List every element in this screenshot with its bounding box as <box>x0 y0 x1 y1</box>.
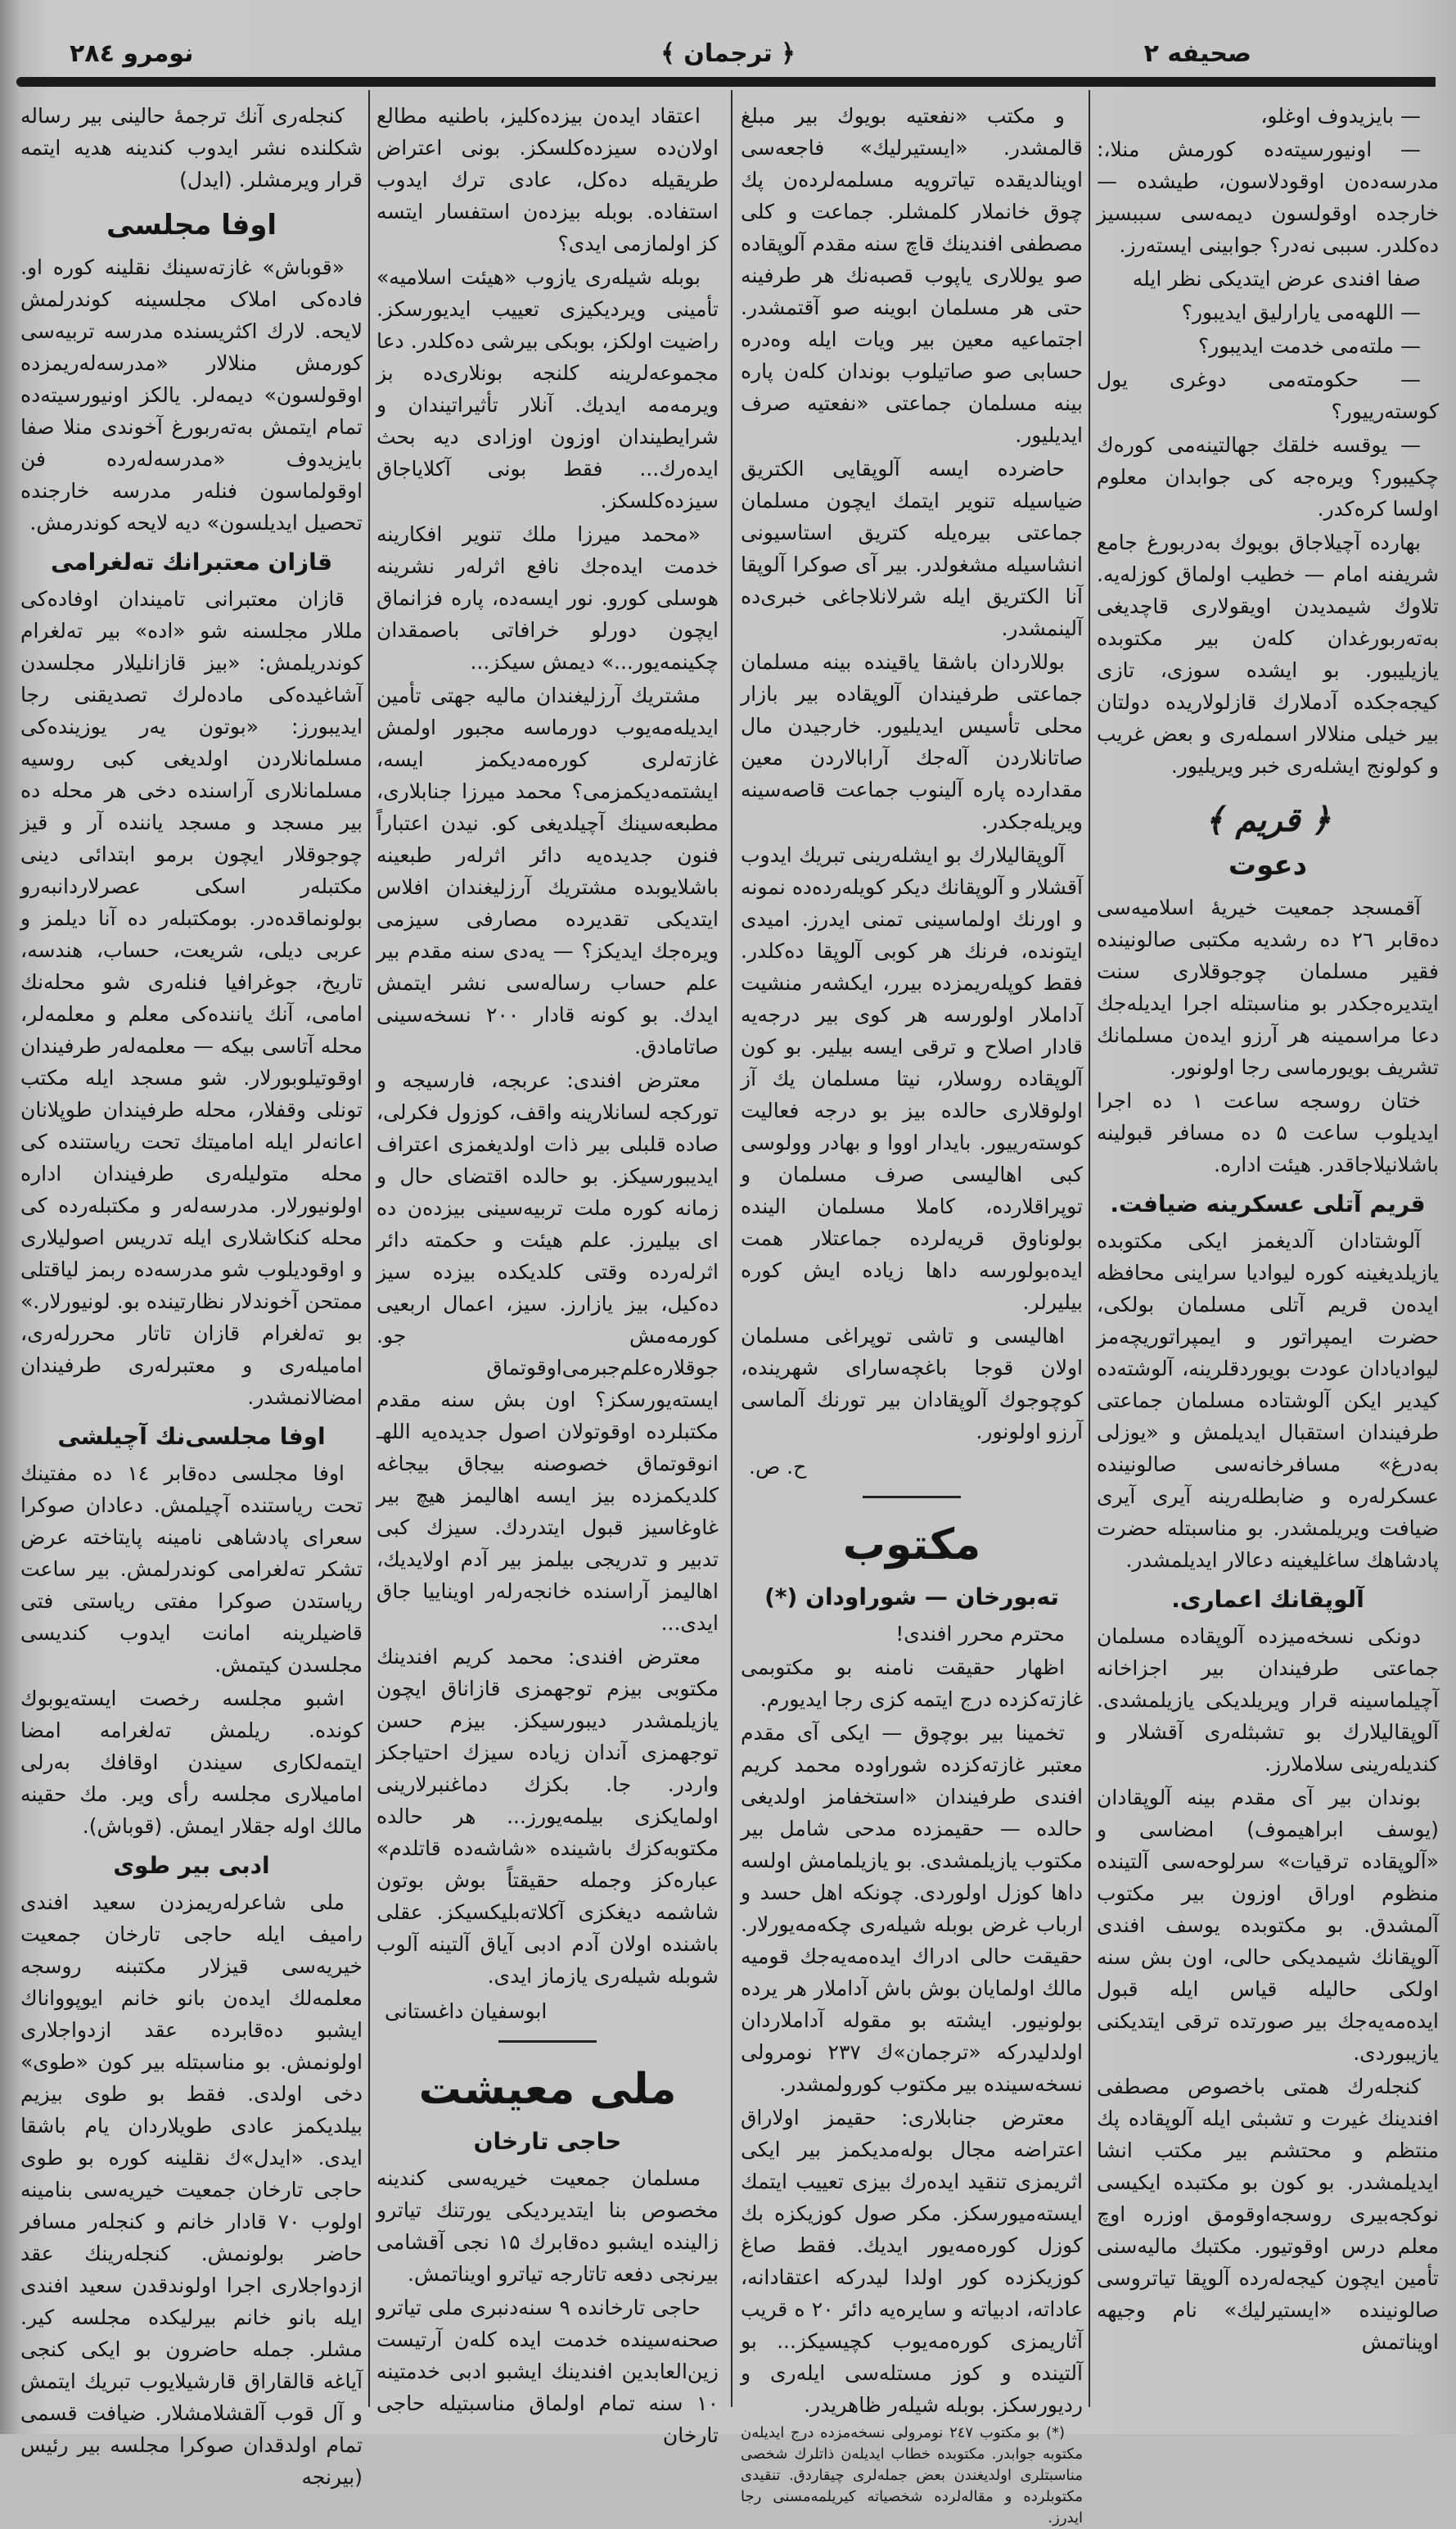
column-divider <box>368 90 370 2407</box>
column-1 <box>1097 100 1439 2400</box>
column-divider <box>1089 90 1090 2407</box>
paragraph: بوبله شیلەری یازوب «هیئت اسلامیه» تأمینی ویردیکیزی تعییب ایدیورسکز. راضیت اولکز، بوبکی بیرشی دەکلدر. دعا مجموعەلرینه کلنجه بونلاری‌ده بز ویرمەمه ایدیك. آنلار تأثیراتیندان و شرایطیندان اوزون اوزادی دیه بحث ایدەرك... فقط بونی آکلایاجاق سیزدەکلسکز. <box>376 265 719 513</box>
paragraph: مشتریك آرزلیغندان مالیه جهتی تأمین ایدیلەمەیوب دورماسه مجبور اولمش غازتەلری کورەمەدیکمز ایسه، ایشتمەدیکمزمی؟ محمد میرزا جنابلاری، مطبعەسینك آچیلدیغی کو. نیدن اعتباراً فنون جدیدەیه دائر اثرلەر طبعینه باشلایوبده مشتریك آرزلیغندان افلاس ایتدیکی تقدیرده مصارفی سیزمی ویرەجك ایدیکز؟ — یەدی سنه مقدم بیر علم حساب رسالەسی نشر ایتمش ایدك. بو کونه قادار ۲۰۰ نسخەسینی صاتامادق. <box>376 684 719 1059</box>
paragraph: بهارده آچیلاجاق بویوك بەدربورغ جامع شریفنه امام — خطیب اولماق کوزلەیه. تلاوك شیمدیدن اویقولاری قاچدیغی بەتەربورغدان کلەن بیر مکتوبده یازیلیبور. بو ایشده سوزی، تازی کیجەجکده آدملارك قازلولاریده دولتان بیر خیلی منلالار اسملەری و بعض غریب و کولونج ایشلەری خبر ویریلیور. <box>1097 531 1439 778</box>
paragraph: مسلمان جمعیت خیریەسی کندینه مخصوص بنا ایتدیردیکی یورتنك تیاترو زالینده ایشبو دەقابرك ۱۵ نجی آقشامی بیرنجی دفعه تاتارجه تیاترو اویناتمش. <box>376 2166 719 2286</box>
paragraph: اوفا مجلسی دەقابر ۱٤ ده مفتینك تحت ریاستنده آچیلمش. دعادان صوکرا سعرای پادشاهی نامینه پایتاخته عرض تشکر تەلغرامی کوندرلمش. بیر ساعت ریاستدن صوکرا مفتی ریاستی فتی قاضیلرینه امانت ایدوب کندیسی مجلسدن کیتمش. <box>20 1461 363 1677</box>
paragraph: کنجلەرك همتی باخصوص مصطفی افندینك غیرت و تشبثی ایله آلوپقاده پك منتظم و محتشم بیر مکتب انشا ایدیلمشدر. بو کون بو مکتبده ایکیسی نوکجەبیری روسجەاوقومق اوزره اوچ معلم درس اوقوتیور. مکتبك مالیەسنی تأمین ایچون کیجەلەرده آلوپقا تیاتروسی صالونینده «ایستیرلیك» نام وجیهه اویناتمش <box>1097 2075 1439 2354</box>
paragraph: دونکی نسخەمیزده آلوپقاده مسلمان جماعتی طرفیندان بیر اجزاخانه آچیلماسینه قرار ویریلدیکی یازیلمشدی. آلوپقالیلارك بو تشبثلەری آقشلار و کندیلەرینی سلاملارز. <box>1097 1624 1439 1776</box>
section-heading: دعوت <box>1228 849 1308 882</box>
footnote: (*) بو مکتوب ۲٤٧ نومرولی نسخەمزده درج ایدیلەن مکتوبه جوابدر. مکتوبده خطاب ایدیلەن ذاتلرك شخصی مناسبتلری اولدیغندن بعض جملەلری چیقاردق. تنقیدی مکتوبلرده و مقالەلرده شخصیاته کیریلمەمسنی رجا ایدرز. <box>741 2424 1083 2527</box>
paragraph: صفا افندی عرض ایتدیکی نظر ایله <box>1132 267 1421 291</box>
section-heading: اوفا مجلسی‌نك آچیلشی <box>57 1423 326 1450</box>
paragraph: محترم محرر افندی! <box>895 1622 1065 1646</box>
signature: ابوسفیان داغستانی <box>385 1999 548 2023</box>
paragraph: و مکتب «نفعتیه بویوك بیر مبلغ قالمشدر. «ایستیرلیك» فاجعەسی اوینالدیقده تیاترویه مسلمەلردەن پك چوق خانملار کلمشلر. جماعت و کلی مصطفی افندینك قاچ سنه مقدم آلوپقاده صو یوللاری یاپوب قصبەنك هر طرفینه حتی هر مسلمان ابوینه صو آقتمشدر. اجتماعیه معین بیر ویات ایله وەدره حسابی صو صاتیلوب بوندان کلەن پاره بینه مسلمان جماعتی «نفعتیه صرف ایدیلیور. <box>741 104 1083 447</box>
page-number: صحيفه ۲ <box>1143 39 1251 68</box>
paragraph: اهالیسی و تاشی توپراغی مسلمان اولان قوجا باغچەسارای شهرینده، کوچوجوك آلوپقادان بیر تورنك آلماسی آرزو اولونور. <box>741 1324 1083 1443</box>
paragraph: — اونیورسیتەده کورمش منلا،: مدرسەدەن اوقودلاسون، طیشده — خارجده اوقولسون دیمەسی سببسیز دەکلدر. سببی نەدر؟ جوابینی ایستەرز. <box>1097 138 1439 257</box>
paragraph: ملی شاعرلەریمزدن سعید افندی رامیف ایله حاجی تارخان جمعیت خیریەسی قیزلار مکتبنه روسجه معلمەلك ایدەن بانو خانم ایوپوواناك ایشبو دەقابرده عقد ازدواجلاری اولونمش. بو مناسبتله بیر کون «طوی» دخی اولدی. فقط بو طوی بیزیم بیلدیکمز عادی طویلاردان یام باشقا ایدی. «ایدل»ك نقلینه کوره بو طوی حاجی تارخان جمعیت خیریەسی بنامینه اولوب ۷۰ قادار خانم و کنجلەر مسافر حاضر بولونمش. کنجلەرینك عقد ازدواجلاری اجرا اولوندقدن سعید افندی ایله بانو خانم بیرلیکده مجلسه کیر. مشلر. جمله حاضرون بو ایکی کنجی آیاغه قالقاراق قارشیلایوب تبریك ایتمش و آل قوب آلقشلامشلار. ضیافت قسمی تمام اولدقدان صوکرا مجلسه بیر رئیس (بیرنجه <box>20 1890 363 2489</box>
section-heading: اوفا مجلسی <box>106 209 277 242</box>
paragraph: حاضرده ایسه آلوپقایی الکتریق ضیاسیله تنویر ایتمك ایچون مسلمان جماعتی بیرەیله کتریق استاسیونی انشاسیله مشغولدر. بیر آی صوکرا آلوپقا آنا الکتریق ایله شرلانلاجاغی خبری‌ده آلینمشدر. <box>741 457 1083 640</box>
section-heading: ادبی بیر طوی <box>113 1852 270 1879</box>
section-heading: آلوپقانك اعماری. <box>1171 1586 1364 1613</box>
header-rule <box>16 77 1436 87</box>
column-3 <box>376 100 719 2447</box>
paragraph: — اللهەمی یارارلیق ایدیبور؟ <box>1181 300 1421 324</box>
paragraph: قازان معتبرانی تامیندان اوفاده‌کی مللار مجلسنه شو «اده» بیر تەلغرام کوندریلمش: «بیز قازانلیلار مجلسدن آشاغیده‌کی مادەلرك تصدیقنی رجا ایدیبورز: «بوتون یەر یوزینده‌کی مسلمانلاردن اولدیغی کبی روسیه مسلمانلاری آراسنده دخی هر محله ده بیر مسجد و مسجد یاننده آر و قیز چوجوقلار ایچون برمو ابتدائی دینی مکتبلەر اسکی عصرلاردانبەرو بولونماقده‌در. بومکتبلەر ده آنا دیلمز و عربی دیلی، شریعت، حساب، هندسه، تاریخ، جوغرافیا فنلەری شو محلەنك امامی، آنك یاننده‌کی معلم و معلمەلر، محله آتاسی بیکه — معلمه‌لەر طرفیندان اوقوتیلوبورلار. شو مسجد ایله مکتب تونلی وقفلار، محله طرفیندان طوپلانان اعانەلر ایله امامیتك تحت ریاستنده کی محله متولیلەری طرفیندان اداره اولونیورلار. مدرسەلەر و مکتبلەرده کی محله کنکاشلاری ایله تدریس اصولیلاری و اوقودیلوب شو مدرسه‌ده ربمز لیاقتلی ممتحن آخوندلار نظارتینده بو. لونیورلار.» بو تەلغرام قازان تاتار محررلەری، امامیلەری و معتبرلەری طرفیندان امضالانمشدر. <box>20 587 363 1409</box>
column-divider <box>731 90 733 2407</box>
section-heading: قازان معتبرانك تەلغرامی <box>50 549 333 576</box>
section-rule <box>863 1496 961 1498</box>
column-2 <box>741 100 1083 2527</box>
paragraph: حاجی تارخانده ۹ سنەدنبری ملی تیاترو صحنەسینده خدمت ایدە کلەن آرتیست زین‌العابدین افندینك ایشبو ادبی خدمتینه ۱۰ سنه تمام اولماق مناسبتیله حاجی تارخان <box>376 2296 719 2447</box>
paragraph: بوندان بیر آی مقدم بینه آلوپقادان (یوسف ابراهیموف) امضاسی و «آلوپقاده ترقیات» سرلوحەسی آلتینده منظوم اوراق اوزون بیر مکتوب آلمشدق. بو مکتوبده یوسف افندی آلوپقانك شیمدیکی حالی، اون بش سنه اولکی حالیله قیاس ایلە قبول ایدەمەیەجك بیر صورتده ترقی ایتدیکنی یازیبوردی. <box>1097 1786 1439 2065</box>
paragraph: کنجلەری آنك ترجمۀ حالینی بیر رساله شکلنده نشر ایدوب کندینه هدیه ایتمه قرار ویرمشلر. (ایدل) <box>20 104 363 192</box>
paragraph: «قوباش» غازتەسینك نقلینه کوره او. فاده‌کی املاک مجلسینه کوندرلمش لایحه. لارك اکثریسنده مدرسه تربیەسی کورمش منلالار «مدرسەلەریمزده اوقولسون» دیمەلر. یالکز اونیورسیتەده تمام ایتمش بەتەربورغ آخوندی منلا صفا بایزیدوف «مدرسەلەرده فن اوقولماسون فنلەر مدرسه خارجنده تحصیل ایدیلسون» دیه لایحه کوندرمش. <box>20 255 363 535</box>
section-heading: ﴿ قریم ﴾ <box>1205 802 1331 839</box>
paragraph: اعتقاد ایدەن بیزدەکلیز، باطنیه مطالع اولان‌ده سیزدەکلسکز. بونی اعتراض طریقیله دەکل، عادی ترك ایدوب استفاده. بوبله بیزدەن استفسار ایتسه کز اولمازمی ایدی؟ <box>376 104 719 255</box>
paragraph: — یوقسه خلقك جهالتینەمی کورەك چکیبور؟ ویرەجه کی جوابدان معلوم اولسا کرەکدر. <box>1097 433 1439 521</box>
section-heading: مکتوب <box>842 1520 981 1569</box>
paragraph: ختان روسجه ساعت ۱ ده اجرا ایدیلوب ساعت ۵ ده مسافر قبولینه باشلانیلاجاقدر. هیئت اداره. <box>1097 1089 1439 1176</box>
paragraph: اظهار حقیقت نامنه بو مکتوبمی غازتەکزده درج ایتمه کزی رجا ایدیورم. <box>741 1655 1083 1711</box>
section-heading: قریم آتلی عسکرینه ضیافت. <box>1110 1190 1426 1217</box>
paragraph: معترض افندی: عربجه، فارسیجه و تورکجه لسانلارینه واقف، کوزول فکرلی، صاده قلبلی بیر ذات اولدیغمزی اعتراف ایدیبورسیکز. بو حالده اقتضای حال و زمانه کوره ملت تربیەسینی بیزدەن ده ای بیلیرز. علم هیئت و حکمته دائر اثرلەرده وقتی کلدیکده بیزده سیز دەکیل، بیز یازارز. سیز، اعمال اربعیی کورمەمش جو. جوقلارەعلم‌جبرمی‌اوقوتماق ایستەیورسکز؟ اون بش سنه مقدم مکتبلرده اوقوتولان اصول جدیده‌یه اللهـ انوقوتماق خصوصنه بیجاق بیجاغه کلدیکمزده بیز ایسه اهالیمز هیچ بیر غاوغاسیز قبول ایتدردك. سیزك کبی تدبیر و تدریجی بیلمز بیر آدم اولایدیك، اهالیمز آراسنده خانجەرلەر اویناییا جاق ایدی... <box>376 1068 719 1635</box>
section-rule <box>498 2040 597 2043</box>
paragraph: آقمسجد جمعیت خیریۀ اسلامیەسی دەقابر ۲٦ ده رشدیه مکتبی صالونینده فقیر مسلمان چوجوقلاری سنت ایتدیرەجکدر بو مناسبتله اجرا ایدیلەجك دعا مراسمینه هر آرزو ایدەن مسلمانك تشریف بویورماسی رجا اولونور. <box>1097 896 1440 1079</box>
column-4 <box>20 100 363 2489</box>
paragraph: آلوپقالیلارك بو ایشلەرینی تبریك ایدوب آقشلار و آلوپقانك دیکر کویلەرده‌ده نمونه و اورنك اولماسینی تمنی ایدرز. امیدی ایتونده، فرنك هر کوبی آلوپقا دەکلدر. فقط کوپلەریمزده بیرر، ایکشەر منشیت آداملار اولورسه هر کوی بیر درجەیه قادار اصلاح و ترقی ایسه بیلیر. بو کون آلوپقاده روسلار، نیتا مسلمان یك آز اولوقلاری حالده بیز بو درجه فعالیت کوستەرییور. بایدار اووا و بهادر وولوسی کبی اهالیسی صرف مسلمان و توپراقلارده، کاملا مسلمان الینده بولوناوق قریەلرده جماعتلار همت ایدەبولورسه داها زیاده ایش کوره بیلیرلر. <box>741 843 1083 1314</box>
section-heading: تەبورخان — شوراودان (*) <box>764 1583 1059 1610</box>
paragraph: تخمینا بیر بوچوق — ایکی آی مقدم معتبر غازتەکزده شوراوده محمد کریم افندی طرفیندان «استخفامز اولدیغی حالده — حقیمزده مدحی شامل بیر مکتوب یازیلمشدی. بو یازیلمامش اولسه داها کوزل اولوردی. چونکه اهل حسد و ارباب غرض بوبله شیلەری چکەمەیورلار. حقیقت حالی ادراك ایدەمەیەجك قومیه مالك اولمایان بوش باش آداملار هر یرده بولونیور. ایشته بو مقوله آداملاردان اولدلیدرکه «ترجمان»ك ۲۳۷ نومرولی نسخەسینده بیر مکتوب کورولمشدر. <box>741 1721 1083 2096</box>
paragraph: — بایزیدوف اوغلو، <box>1260 104 1421 128</box>
section-heading: حاجی تارخان <box>473 2128 622 2155</box>
paragraph: آلوشتادان آلدیغمز ایکی مکتوبده یازیلدیغینه کوره لیوادیا سراینی محافظه ایدەن قریم آتلی مسلمان بولکی، حضرت ایمپراتور و ایمپراتوریچەمز لیوادیادان عودت بویوردقلرینه، آلوشته‌ده کیدیر ایکن آلوشتاده مسلمان جماعتی طرفیندان استقبال ایدیلمش و «یوزلی بەدرغ» مسافرخانەسی صالونینده عسکرلەره و ضابطلەرینه آیری آیری ضیافت ویریلمشدر. بو مناسبتله حضرت پادشاهك ساغلیغینه دعالار ایدیلمشدر. <box>1097 1229 1439 1572</box>
paragraph: معترض جنابلاری: حقیمز اولاراق اعتراضه مجال بولەمدیکمز بیر ایکی اثریمزی تنقید ایدەرك بیزی تعییب ایتمك ایستەمیورسکز. مکر صول کوزیکزه بك کوزل کورەمەیور ایدیك. فقط صاغ کوزیکزده کور اولدا لیدرکه اعتقادانه، عاداته، ادبیاته و سایرەیه دائر ۲۰ ه قریب آثاریمزی کورەمەیوب کچیسیکز... بو آلتینده و کوز مستلەسی ایلەری و ردیورسکز. بوبله شیلەر ظاهریدر. <box>741 2106 1083 2417</box>
newspaper-title: ﴿ ترجمان ﴾ <box>660 39 796 68</box>
paragraph: — حکومتەمی دوغری یول کوستەرییور؟ <box>1097 368 1439 423</box>
section-heading: ملی معیشت <box>418 2065 677 2114</box>
paragraph: اشبو مجلسه رخصت ایستەیوبوك کوندە. ریلمش تەلغرامه امضا ایتمه‌لکاری سیندن اوقافك بەرلی امامیلاری مجلسه رأی ویر. مك حقینه مالك اوله جقلار ایمش. (قوباش). <box>20 1687 363 1838</box>
paragraph: معترض افندی: محمد کریم افندینك مکتوبی بیزم توجهمزی قازاناق ایچون یازیلمشدر دیبورسیکز. بیزم حسن توجهمزی آندان زیاده سیزك احتیاجکز واردر. جا. بکزك دماغنبرلارینی اولمایکزی بیلمەیورز... هر حالده مکتوبەکزك باشینده «شاشەده قاتلدم» عباره‌کز وجمله حقیقتاً بوش بوتون شاشمه دیغکزی آکلاتەبلیکسیکز. عقلی باشنده اولان آدم ادبی آیاق آلتینه آلوب شوبله شیلەری یازماز ایدی. <box>376 1645 719 1988</box>
issue-number: نومرو ۲۸٤ <box>70 39 194 68</box>
signature: ح. ص. <box>749 1455 807 1479</box>
paragraph: بوللاردان باشقا یاقینده بینه مسلمان جماعتی طرفیندان آلوپقاده بیر بازار محلی تأسیس ایدیلیور. خارجیدن مال صاتانلاردن آلەجك آرابالاردن معین مقدارده پاره آلینوب جماعت قاصەسینه ویریلەجکدر. <box>741 650 1083 833</box>
paragraph: «محمد میرزا ملك تنویر افکارینه خدمت ایدەجك نافع اثرلەر نشرینه هوسلی کورو. نور ایسەده، پاره فزانماق ایچون دورلو خرافاتی باصمقدان چکینمەیور...» دیمش سیکز... <box>376 522 719 674</box>
paragraph: — ملتەمی خدمت ایدیبور؟ <box>1198 334 1421 358</box>
